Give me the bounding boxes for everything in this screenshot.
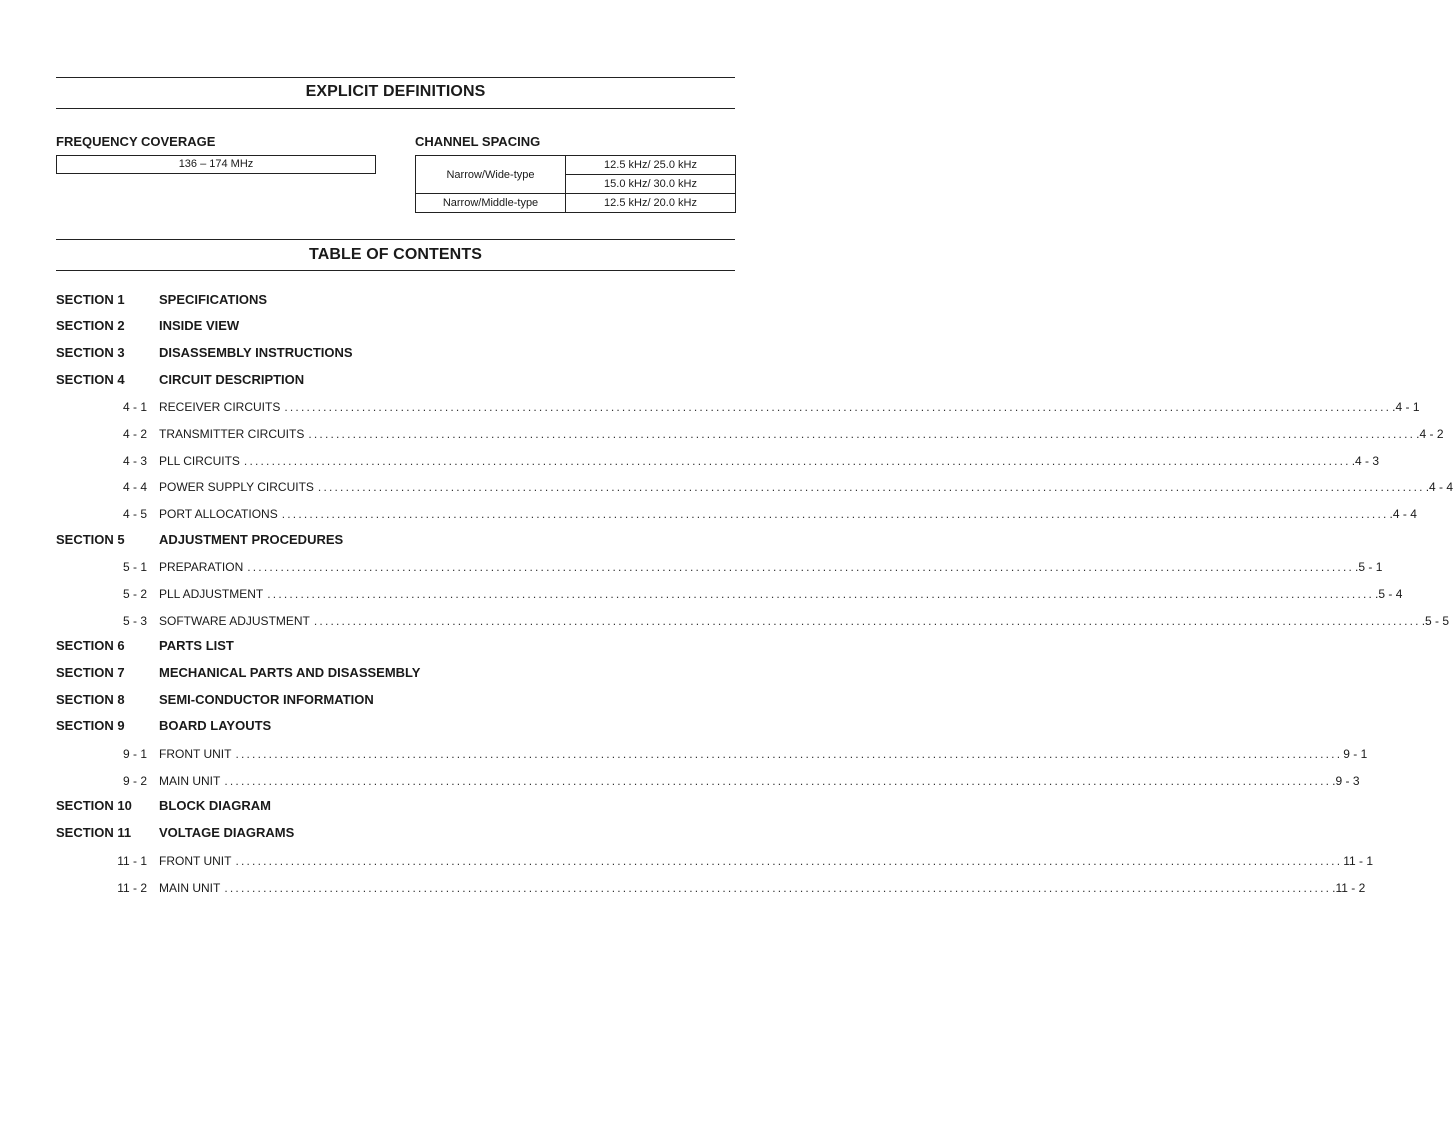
dot-leader: ........................................................................................................................................................................................................	[284, 400, 1392, 414]
toc-heading: TABLE OF CONTENTS	[309, 246, 482, 263]
subsection-title: PORT ALLOCATIONS	[159, 507, 278, 521]
subsection-title: PREPARATION	[159, 560, 244, 574]
subsection-page: .5 - 4	[1375, 587, 1403, 601]
toc-top-rule	[56, 239, 735, 240]
subsection-title: FRONT UNIT	[159, 854, 232, 868]
top-rule	[56, 77, 735, 78]
section-label: SECTION 6	[56, 638, 125, 653]
subsection-number: 5 - 3	[122, 614, 147, 628]
toc-subsection	[56, 505, 1417, 523]
subsection-number: 4 - 2	[122, 427, 147, 441]
channel-value-cell: 12.5 kHz/ 25.0 kHz	[566, 156, 736, 175]
section-label: SECTION 7	[56, 665, 125, 680]
subsection-page: .4 - 1	[1392, 400, 1420, 414]
dot-leader: ........................................................................................................................................................................................................	[235, 747, 1343, 761]
subsection-page: .4 - 3	[1351, 454, 1380, 468]
subsection-page: .9 - 3	[1332, 774, 1360, 788]
toc-section-11	[56, 824, 736, 842]
subsection-page: .5 - 1	[1355, 560, 1383, 574]
toc-section-6	[56, 637, 736, 655]
toc-section-4	[56, 371, 736, 389]
dot-leader: ........................................................................................................................................................................................................	[313, 614, 1421, 628]
subsection-number: 4 - 4	[122, 480, 147, 494]
subsection-title: MAIN UNIT	[159, 881, 221, 895]
channel-type-cell: Narrow/Middle-type	[416, 194, 566, 213]
explicit-definitions-rule	[56, 108, 735, 109]
dot-leader: ........................................................................................................................................................................................................	[224, 774, 1332, 788]
subsection-number: 5 - 1	[122, 560, 147, 574]
section-label: SECTION 10	[56, 798, 132, 813]
section-title: VOLTAGE DIAGRAMS	[159, 825, 295, 840]
toc-subsection	[56, 425, 1444, 443]
subsection-number: 4 - 1	[122, 400, 147, 414]
toc-section-10	[56, 797, 736, 815]
subsection-page: .4 - 4	[1389, 507, 1417, 521]
section-label: SECTION 1	[56, 292, 125, 307]
channel-value-cell: 15.0 kHz/ 30.0 kHz	[566, 175, 736, 194]
dot-leader: ........................................................................................................................................................................................................	[281, 507, 1389, 521]
section-title: INSIDE VIEW	[159, 318, 240, 333]
subsection-page: 9 - 1	[1343, 747, 1368, 761]
subsection-title: PLL CIRCUITS	[159, 454, 240, 468]
frequency-coverage-value: 136 – 174 MHz	[178, 158, 254, 170]
dot-leader: ........................................................................................................................................................................................................	[317, 480, 1425, 494]
subsection-number: 9 - 2	[122, 774, 147, 788]
explicit-definitions-heading: EXPLICIT DEFINITIONS	[305, 83, 486, 100]
subsection-title: MAIN UNIT	[159, 774, 221, 788]
toc-section-9	[56, 717, 736, 735]
section-label: SECTION 2	[56, 318, 125, 333]
subsection-title: SOFTWARE ADJUSTMENT	[159, 614, 310, 628]
section-title: MECHANICAL PARTS AND DISASSEMBLY	[159, 665, 421, 680]
section-label: SECTION 11	[56, 825, 132, 840]
section-label: SECTION 3	[56, 345, 125, 360]
subsection-title: FRONT UNIT	[159, 747, 232, 761]
table-row	[416, 156, 736, 175]
section-title: PARTS LIST	[159, 638, 234, 653]
frequency-coverage-box	[56, 155, 376, 174]
toc-subsection	[56, 398, 1420, 416]
dot-leader: ........................................................................................................................................................................................................	[235, 854, 1343, 868]
subsection-page: .4 - 4	[1425, 480, 1453, 494]
dot-leader: ........................................................................................................................................................................................................	[308, 427, 1416, 441]
toc-section-8	[56, 691, 736, 709]
section-label: SECTION 8	[56, 692, 125, 707]
toc-subsection	[56, 745, 1368, 763]
toc-subsection	[56, 452, 1380, 470]
toc-rule	[56, 270, 735, 271]
subsection-number: 11 - 2	[117, 881, 147, 895]
section-label: SECTION 4	[56, 372, 125, 387]
toc-section-3	[56, 344, 736, 362]
toc-subsection	[56, 852, 1374, 870]
section-title: ADJUSTMENT PROCEDURES	[159, 532, 344, 547]
toc-subsection	[56, 879, 1366, 897]
toc-section-5	[56, 531, 736, 549]
section-title: CIRCUIT DESCRIPTION	[159, 372, 305, 387]
toc-subsection	[56, 585, 1403, 603]
dot-leader: ........................................................................................................................................................................................................	[267, 587, 1375, 601]
table-row	[416, 194, 736, 213]
subsection-title: RECEIVER CIRCUITS	[159, 400, 281, 414]
toc-section-2	[56, 317, 736, 335]
subsection-page: .11 - 2	[1332, 881, 1366, 895]
channel-spacing-table	[415, 155, 736, 213]
toc-subsection	[56, 772, 1360, 790]
section-label: SECTION 5	[56, 532, 125, 547]
section-label: SECTION 9	[56, 718, 125, 733]
subsection-title: TRANSMITTER CIRCUITS	[159, 427, 305, 441]
subsection-title: POWER SUPPLY CIRCUITS	[159, 480, 314, 494]
subsection-number: 4 - 5	[122, 507, 147, 521]
section-title: SEMI-CONDUCTOR INFORMATION	[159, 692, 374, 707]
subsection-title: PLL ADJUSTMENT	[159, 587, 264, 601]
section-title: BLOCK DIAGRAM	[159, 798, 271, 813]
subsection-page: .4 - 2	[1416, 427, 1444, 441]
dot-leader: ........................................................................................................................................................................................................	[243, 454, 1351, 468]
subsection-number: 5 - 2	[122, 587, 147, 601]
toc-subsection	[56, 612, 1450, 630]
subsection-page: 11 - 1	[1343, 854, 1374, 868]
subsection-page: .5 - 5	[1421, 614, 1450, 628]
section-title: BOARD LAYOUTS	[159, 718, 272, 733]
channel-type-cell: Narrow/Wide-type	[416, 156, 566, 194]
toc-subsection	[56, 558, 1383, 576]
frequency-coverage-label: FREQUENCY COVERAGE	[56, 134, 216, 149]
subsection-number: 11 - 1	[117, 854, 147, 868]
toc-section-1	[56, 291, 736, 309]
subsection-number: 4 - 3	[122, 454, 147, 468]
dot-leader: ........................................................................................................................................................................................................	[247, 560, 1355, 574]
channel-value-cell: 12.5 kHz/ 20.0 kHz	[566, 194, 736, 213]
section-title: DISASSEMBLY INSTRUCTIONS	[159, 345, 353, 360]
subsection-number: 9 - 1	[122, 747, 147, 761]
channel-spacing-label: CHANNEL SPACING	[415, 134, 541, 149]
toc-section-7	[56, 664, 736, 682]
toc-subsection	[56, 478, 1453, 496]
section-title: SPECIFICATIONS	[159, 292, 268, 307]
dot-leader: ........................................................................................................................................................................................................	[224, 881, 1332, 895]
